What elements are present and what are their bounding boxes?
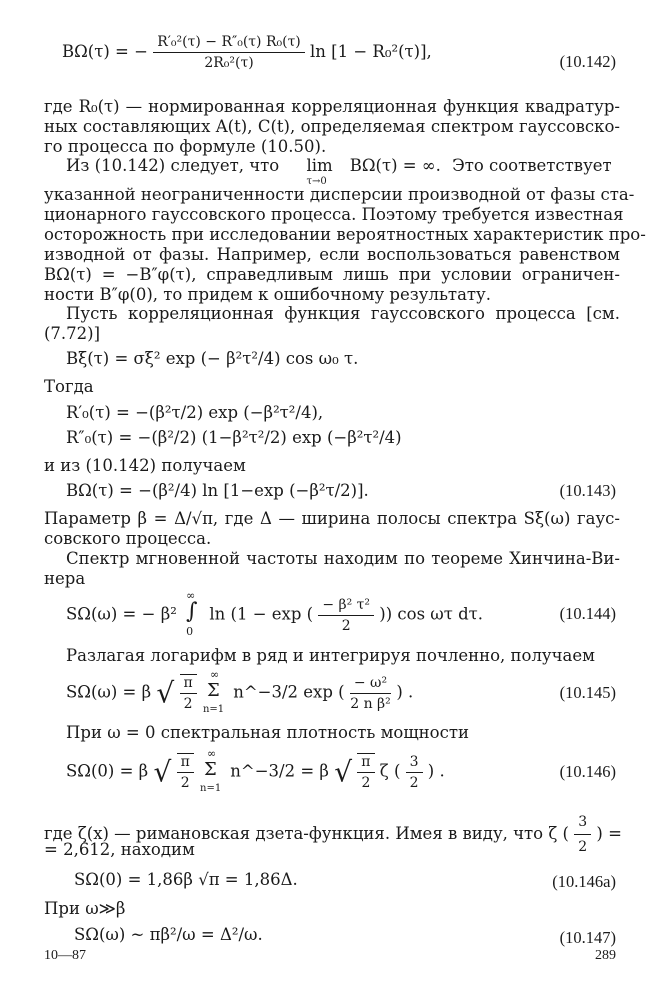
fraction-numerator: 3 <box>406 754 423 773</box>
fraction-numerator: π <box>180 675 197 694</box>
fraction-denominator: 2 <box>183 696 193 712</box>
fraction-denominator: 2 <box>409 774 419 791</box>
text-line: где R₀(τ) — нормированная корреляционная функция квадратур- <box>44 97 620 116</box>
equation-10-146a: SΩ(0) = 1,86β √π = 1,86Δ. <box>74 870 298 889</box>
sqrt-fraction <box>357 753 374 791</box>
eq-fraction <box>153 34 305 71</box>
text-line: и из (10.142) получаем <box>44 456 246 475</box>
text-span: BΩ(τ) = ∞. <box>349 156 441 175</box>
sqrt-sign: √ <box>334 755 353 789</box>
text-span: ) = <box>596 824 622 843</box>
text-line: нера <box>44 569 86 588</box>
sum-sign <box>199 747 225 794</box>
text-span: Это соответствует <box>452 156 612 175</box>
sum-upper-limit: ∞ <box>209 668 220 681</box>
text-line: ности B″φ(0), то придем к ошибочному результату. <box>44 285 491 304</box>
equation-number: (10.146) <box>559 762 616 781</box>
equation-number: (10.142) <box>559 52 616 71</box>
sum-lower-limit: n=1 <box>200 783 222 794</box>
text-line-limit <box>66 156 620 187</box>
text-line: При ω≫β <box>44 899 126 918</box>
equation-number: (10.144) <box>559 604 616 623</box>
eq-lhs: BΩ(τ) = − <box>62 42 148 61</box>
text-line: = 2,612, находим <box>44 840 195 859</box>
equation-b-xi: Bξ(τ) = σξ² exp (− β²τ²/4) cos ω₀ τ. <box>66 349 359 368</box>
sum-upper-limit: ∞ <box>207 747 217 760</box>
fraction-denominator: 2 n β² <box>350 695 391 712</box>
integral-lower-limit: 0 <box>186 625 194 638</box>
equation-number: (10.143) <box>559 481 616 500</box>
eq-fraction <box>406 754 423 791</box>
text-span: Из (10.142) следует, что <box>66 156 280 175</box>
equation-10-145 <box>66 668 414 715</box>
page-number: 289 <box>595 948 616 963</box>
eq-fraction <box>350 675 391 712</box>
fraction-numerator: − β² τ² <box>318 597 374 616</box>
eq-lhs: SΩ(0) = β <box>66 761 149 781</box>
eq-rhs: )) cos ωτ dτ. <box>379 604 484 624</box>
equation-number: (10.147) <box>559 928 616 947</box>
signature-mark: 10—87 <box>44 948 86 963</box>
integral-sign <box>182 589 204 638</box>
text-line: ных составляющих A(t), C(t), определяемая спектром гауссовско- <box>44 117 620 136</box>
eq-lhs: SΩ(ω) = β <box>66 682 152 702</box>
integral-glyph: ∫ <box>186 599 198 624</box>
zeta-open: ζ ( <box>379 761 401 781</box>
eq-lhs: SΩ(ω) = − β² <box>66 604 177 624</box>
limit-subscript: τ→0 <box>306 176 327 187</box>
eq-rhs: ) . <box>396 682 414 702</box>
integral-upper-limit: ∞ <box>186 589 196 602</box>
sqrt-fraction <box>180 674 197 712</box>
equation-number: (10.146a) <box>552 872 616 891</box>
text-line: BΩ(τ) = −B″φ(τ), справедливым лишь при условии ограничен- <box>44 265 620 284</box>
equation-10-142 <box>62 34 432 71</box>
text-line: Пусть корреляционная функция гауссовского процесса [см. <box>66 304 620 323</box>
text-line: Спектр мгновенной частоты находим по теореме Хинчина-Ви- <box>66 549 620 568</box>
sum-glyph: Σ <box>204 759 217 780</box>
fraction-denominator: 2 <box>578 839 588 855</box>
text-line: Тогда <box>44 377 94 396</box>
limit-label: lim <box>306 156 333 175</box>
sqrt-sign: √ <box>156 676 175 710</box>
fraction-denominator: 2 <box>180 775 190 791</box>
fraction-denominator: 2 <box>361 775 371 791</box>
sum-lower-limit: n=1 <box>202 704 225 715</box>
text-span: где ζ(x) — римановская дзета-функция. Имея в виду, что ζ ( <box>44 824 569 843</box>
sum-glyph: Σ <box>206 680 220 701</box>
text-line: указанной неограниченности дисперсии производной от фазы ста- <box>44 185 635 204</box>
text-line: совского процесса. <box>44 529 212 548</box>
fraction-numerator: 3 <box>574 812 591 835</box>
equation-10-147: SΩ(ω) ~ πβ²/ω = Δ²/ω. <box>74 925 263 944</box>
text-line: изводной от фазы. Например, если воспользоваться равенством <box>44 245 620 264</box>
fraction-numerator: − ω² <box>350 675 391 694</box>
fraction-numerator: π <box>177 754 194 773</box>
eq-middle: n^−3/2 exp ( <box>233 682 345 702</box>
eq-middle: n^−3/2 = β <box>230 761 329 781</box>
text-line: осторожность при исследовании вероятностных характеристик про- <box>44 225 646 244</box>
text-line: При ω = 0 спектральная плотность мощности <box>66 723 469 742</box>
equation-10-144 <box>66 589 484 638</box>
eq-fraction <box>318 597 374 634</box>
eq-rhs: ) . <box>427 761 445 781</box>
text-line: Разлагая логарифм в ряд и интегрируя почленно, получаем <box>66 646 595 665</box>
equation-10-146 <box>66 747 445 794</box>
equation-10-143: BΩ(τ) = −(β²/4) ln [1−exp (−β²τ/2)]. <box>66 481 369 500</box>
sqrt-sign: √ <box>153 755 172 789</box>
fraction-denominator: 2R₀²(τ) <box>204 55 254 71</box>
sum-sign <box>202 668 228 715</box>
eq-middle: ln (1 − exp ( <box>209 604 314 624</box>
fraction-denominator: 2 <box>341 617 351 634</box>
equation-r-prime: R′₀(τ) = −(β²τ/2) exp (−β²τ²/4), <box>66 403 324 422</box>
fraction-numerator: R′₀²(τ) − R″₀(τ) R₀(τ) <box>153 34 305 53</box>
equation-r-double-prime: R″₀(τ) = −(β²/2) (1−β²τ²/2) exp (−β²τ²/4) <box>66 428 402 447</box>
text-line: ционарного гауссовского процесса. Поэтому требуется известная <box>44 205 624 224</box>
limit-operator <box>306 156 340 187</box>
text-line: Параметр β = Δ/√π, где Δ — ширина полосы спектра Sξ(ω) гаус- <box>44 509 620 528</box>
text-line: го процесса по формуле (10.50). <box>44 137 327 156</box>
sqrt-fraction <box>177 753 194 791</box>
fraction-numerator: π <box>357 754 374 773</box>
text-line: (7.72)] <box>44 324 101 343</box>
eq-rhs: ln [1 − R₀²(τ)], <box>310 42 432 61</box>
equation-number: (10.145) <box>559 683 616 702</box>
